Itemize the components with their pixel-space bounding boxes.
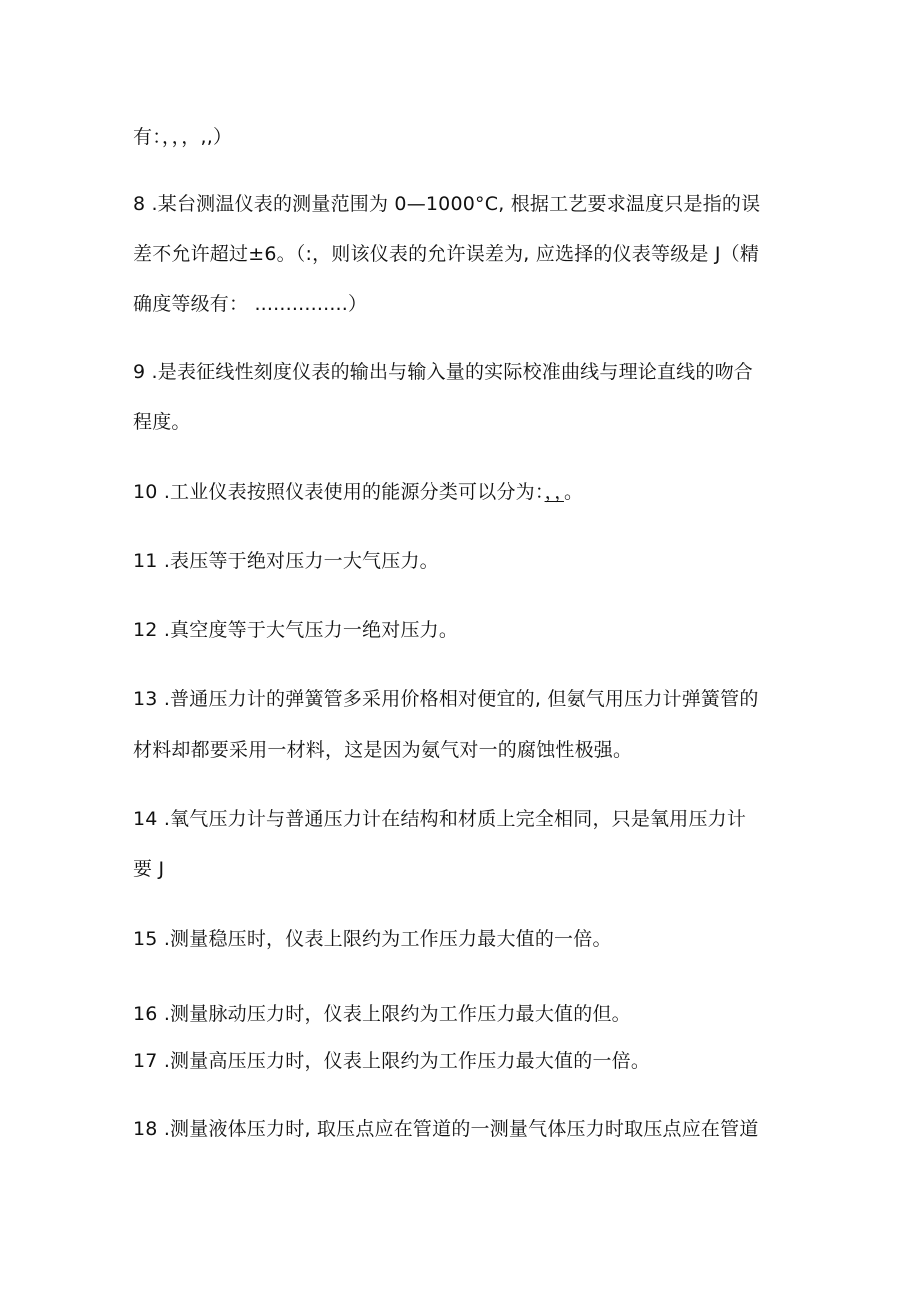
question-18: 18 .测量液体压力时, 取压点应在管道的一测量气体压力时取压点应在管道 bbox=[133, 1118, 759, 1140]
question-10 bbox=[133, 480, 833, 504]
question-12: 12 .真空度等于大气压力一绝对压力。 bbox=[133, 619, 459, 641]
question-14-line-2: 要 J bbox=[133, 858, 165, 880]
question-14-line-1: 14 .氧气压力计与普通压力计在结构和材质上完全相同，只是氧用压力计 bbox=[133, 808, 747, 830]
question-10-end: 。 bbox=[563, 481, 584, 503]
text-line-1: 有：，，，,,） bbox=[133, 126, 233, 148]
question-10-blank: ，， bbox=[544, 481, 564, 503]
question-9-line-2: 程度。 bbox=[133, 411, 191, 433]
question-11: 11 .表压等于绝对压力一大气压力。 bbox=[133, 550, 439, 572]
question-9-line-1: 9 .是表征线性刻度仪表的输出与输入量的实际校准曲线与理论直线的吻合 bbox=[133, 361, 753, 383]
question-8-line-3: 确度等级有： ...............） bbox=[133, 293, 368, 315]
question-10-text: 10 .工业仪表按照仪表使用的能源分类可以分为： bbox=[133, 481, 545, 503]
question-17: 17 .测量高压压力时，仪表上限约为工作压力最大值的一倍。 bbox=[133, 1050, 651, 1072]
question-13-line-1: 13 .普通压力计的弹簧管多采用价格相对便宜的, 但氨气用压力计弹簧管的 bbox=[133, 688, 759, 710]
question-8-line-1: 8 .某台测温仪表的测量范围为 0—1000°C, 根据工艺要求温度只是指的误 bbox=[133, 193, 761, 215]
question-13-line-2: 材料却都要采用一材料，这是因为氨气对一的腐蚀性极强。 bbox=[133, 739, 633, 761]
question-16: 16 .测量脉动压力时，仪表上限约为工作压力最大值的但。 bbox=[133, 1003, 631, 1025]
question-8-line-2: 差不允许超过±6。（:，则该仪表的允许误差为, 应选择的仪表等级是 J（精 bbox=[133, 243, 760, 265]
question-15: 15 .测量稳压时，仪表上限约为工作压力最大值的一倍。 bbox=[133, 928, 612, 950]
